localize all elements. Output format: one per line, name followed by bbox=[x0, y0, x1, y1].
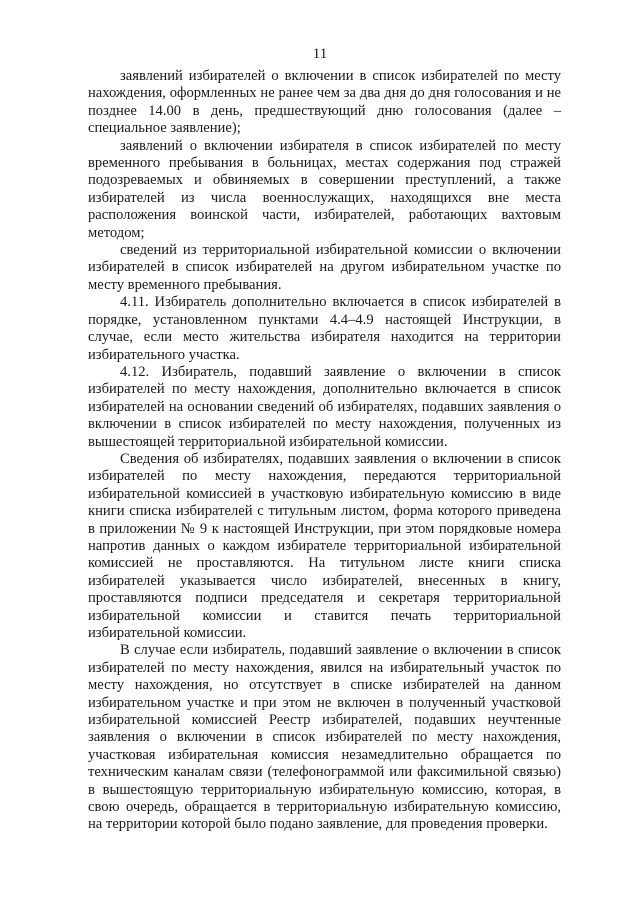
paragraph-temporary-stay-applications: заявлений о включении избирателя в список избирателей по месту временного пребывания в больницах, местах содержания под стражей подозреваемых и обвиняемых в совершении преступлений, а также избирателей из числа военнослужащих, находящихся вне места расположения воинской части, избирателей, работающих вахтовым методом; bbox=[88, 137, 561, 241]
paragraph-clause-4-11: 4.11. Избиратель дополнительно включается в список избирателей в порядке, установленном пунктами 4.4–4.9 настоящей Инструкции, в случае, если место жительства избирателя находится на территории избирательного участка. bbox=[88, 294, 561, 363]
paragraph-special-applications: заявлений избирателей о включении в список избирателей по месту нахождения, оформленных не ранее чем за два дня до дня голосования и не позднее 14.00 в день, предшествующий дню голосования (далее – специальное заявление); bbox=[88, 68, 561, 137]
paragraph-missing-voter-procedure: В случае если избиратель, подавший заявление о включении в список избирателей по месту нахождения, явился на избирательный участок по месту нахождения, но отсутствует в списке избирателей на данном избирательном участке и при этом не включен в полученный участковой избирательной комиссией Реестр избирателей, подавших неучтенные заявления о включении в список избирателей по месту нахождения, участковая избирательная комиссия незамедлительно обращается по техническим каналам связи (телефонограммой или факсимильной связью) в вышестоящую территориальную избирательную комиссию, которая, в свою очередь, обращается в территориальную избирательную комиссию, на территории которой было подано заявление, для проведения проверки. bbox=[88, 642, 561, 833]
paragraph-voter-info-transfer: Сведения об избирателях, подавших заявления о включении в список избирателей по месту нахождения, передаются территориальной избирательной комиссией в участковую избирательную комиссию в виде книги списка избирателей с титульным листом, форма которого приведена в приложении № 9 к настоящей Инструкции, при этом порядковые номера напротив данных о каждом избирателе территориальной избирательной комиссией не проставляются. На титульном листе книги списка избирателей указывается число избирателей, внесенных в книгу, проставляются подписи председателя и секретаря территориальной избирательной комиссии и ставится печать территориальной избирательной комиссии. bbox=[88, 450, 561, 641]
page-number: 11 bbox=[312, 46, 328, 62]
document-body bbox=[88, 68, 561, 834]
paragraph-clause-4-12: 4.12. Избиратель, подавший заявление о включении в список избирателей по месту нахождения, дополнительно включается в список избирателей на основании сведений об избирателях, подавших заявления о включении в список избирателей по месту нахождения, полученных из вышестоящей территориальной избирательной комиссии. bbox=[88, 363, 561, 450]
paragraph-territorial-commission-info: сведений из территориальной избирательной комиссии о включении избирателей в список избирателей на другом избирательном участке по месту временного пребывания. bbox=[88, 242, 561, 293]
